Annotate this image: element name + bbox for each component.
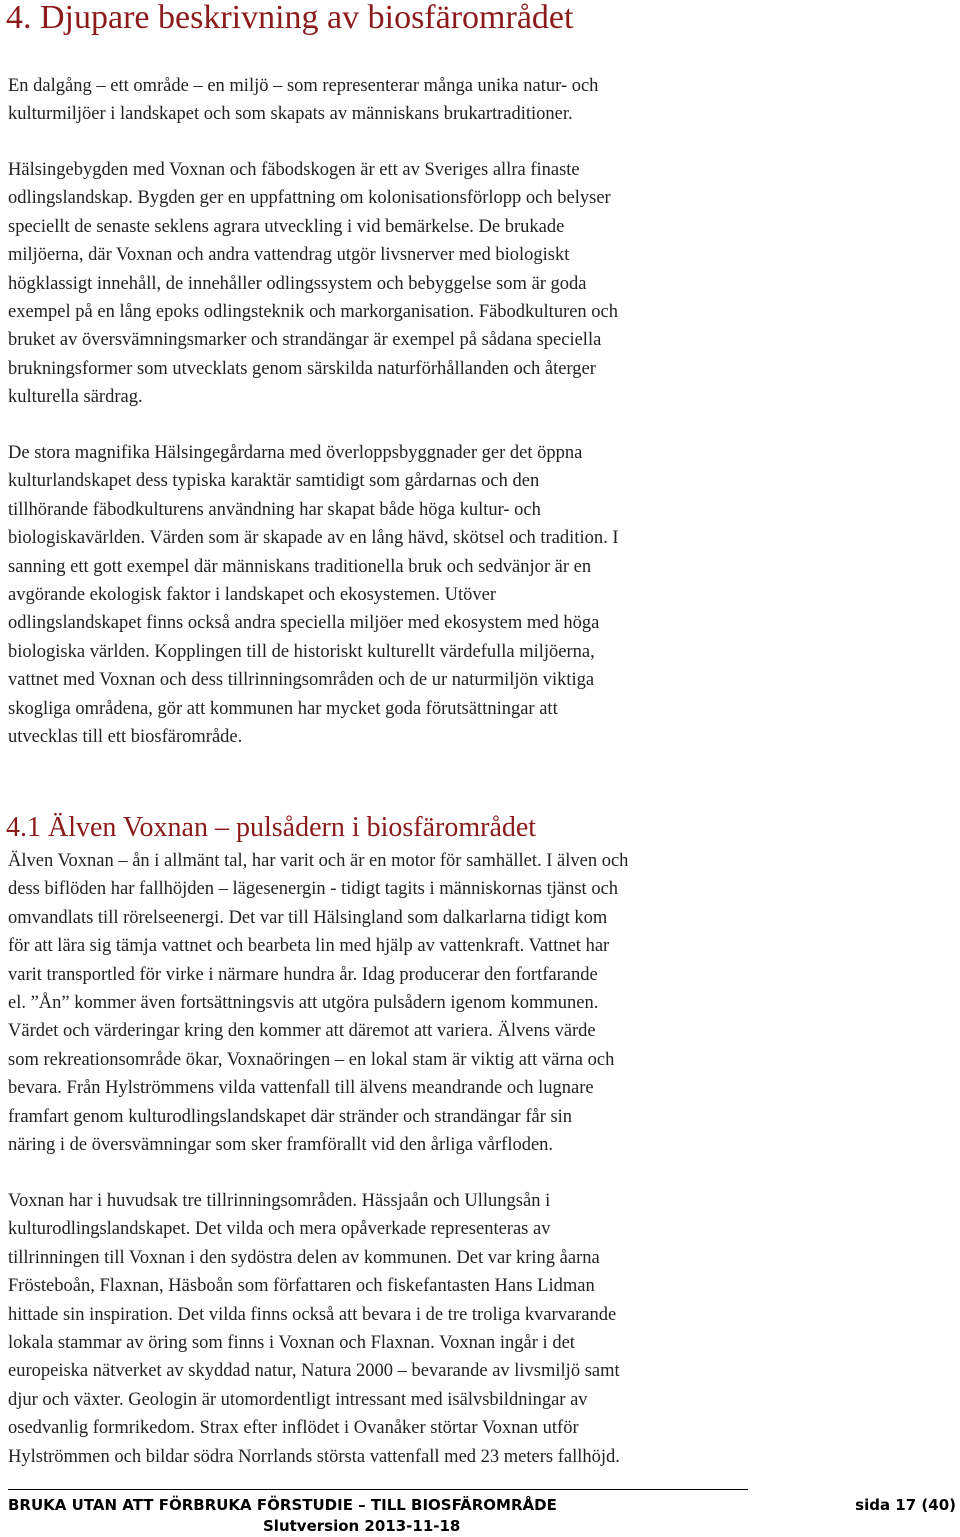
text-line: som rekreationsområde ökar, Voxnaöringen – en lokal stam är viktig att värna och: [8, 1049, 615, 1070]
paragraph-halsingebygden: [8, 156, 808, 412]
text-line: Voxnan har i huvudsak tre tillrinningsområden. Hässjaån och Ullungsån i: [8, 1191, 551, 1211]
text-line: bruket av översvämningsmarker och strandängar är exempel på sådana speciella: [8, 330, 602, 351]
paragraph-halsingegardarna: [8, 439, 808, 751]
text-line: De stora magnifika Hälsingegårdarna med överloppsbyggnader ger det öppna: [8, 443, 583, 463]
text-line: hittade sin inspiration. Det vilda finns också att bevara i de tre troliga kvarvarande: [8, 1304, 617, 1325]
footer-page-number: sida 17 (40): [855, 1496, 956, 1514]
text-line: tillhörande fäbodkulturens användning har skapat både höga kultur- och: [8, 499, 541, 520]
text-line: tillrinningen till Voxnan i den sydöstra delen av kommunen. Det var kring åarna: [8, 1247, 600, 1268]
text-line: avgörande ekologisk faktor i landskapet och ekosystemen. Utöver: [8, 584, 497, 605]
text-line: brukningsformer som utvecklats genom särskilda naturförhållanden och återger: [8, 358, 596, 379]
text-line: högklassigt innehåll, de innehåller odlingssystem och bebyggelse som är goda: [8, 273, 587, 294]
text-line: exempel på en lång epoks odlingsteknik och markorganisation. Fäbodkulturen och: [8, 301, 619, 322]
text-line: bevara. Från Hylströmmens vilda vattenfall till älvens meandrande och lugnare: [8, 1078, 594, 1099]
text-line: Hylströmmen och bildar södra Norrlands största vattenfall med 23 meters fallhöjd.: [8, 1446, 620, 1467]
footer-version: Slutversion 2013-11-18: [263, 1517, 461, 1535]
text-line: Älven Voxnan – ån i allmänt tal, har varit och är en motor för samhället. I älven och: [8, 851, 629, 871]
text-line: el. ”Ån” kommer även fortsättningsvis att utgöra pulsådern igenom kommunen.: [8, 992, 599, 1013]
text-line: osedvanlig formrikedom. Strax efter inflödet i Ovanåker störtar Voxnan utför: [8, 1418, 579, 1439]
text-line: kulturodlingslandskapet. Det vilda och mera opåverkade representeras av: [8, 1219, 551, 1240]
text-line: Värdet och värderingar kring den kommer att däremot att variera. Älvens värde: [8, 1021, 596, 1042]
text-line: En dalgång – ett område – en miljö – som representerar många unika natur- och: [8, 76, 599, 96]
text-line: Frösteboån, Flaxnan, Häsboån som författaren och fiskefantasten Hans Lidman: [8, 1276, 595, 1297]
footer-divider: [8, 1489, 748, 1490]
text-line: vattnet med Voxnan och dess tillrinningsområden och de ur naturmiljön viktiga: [8, 670, 595, 691]
text-line: kulturella särdrag.: [8, 387, 143, 408]
text-line: miljöerna, där Voxnan och andra vattendrag utgör livsnerver med biologiskt: [8, 245, 570, 266]
text-line: odlingslandskapet finns också andra speciella miljöer med ekosystem med höga: [8, 613, 600, 634]
text-line: dess biflöden har fallhöjden – lägesenergin - tidigt tagits i människornas tjänst och: [8, 879, 619, 900]
paragraph-tillrinningsomraden: [8, 1187, 808, 1471]
text-line: lokala stammar av öring som finns i Voxnan och Flaxnan. Voxnan ingår i det: [8, 1332, 575, 1353]
text-line: omvandlats till rörelseenergi. Det var till Hälsingland som dalkarlarna tidigt kom: [8, 907, 608, 928]
text-line: Hälsingebygden med Voxnan och fäbodskogen är ett av Sveriges allra finaste: [8, 160, 580, 180]
section-heading: 4. Djupare beskrivning av biosfärområdet: [6, 0, 574, 36]
paragraph-intro: [8, 72, 808, 129]
subsection-heading: 4.1 Älven Voxnan – pulsådern i biosfärområdet: [6, 812, 537, 843]
text-line: kulturlandskapet dess typiska karaktär samtidigt som gårdarnas och den: [8, 471, 540, 492]
text-line: speciellt de senaste seklens agrara utveckling i vid bemärkelse. De brukade: [8, 216, 565, 237]
text-line: kulturmiljöer i landskapet och som skapats av människans brukartraditioner.: [8, 104, 573, 125]
text-line: europeiska nätverket av skyddad natur, Natura 2000 – bevarande av livsmiljö samt: [8, 1361, 620, 1382]
text-line: biologiskavärlden. Värden som är skapade av en lång hävd, skötsel och tradition. I: [8, 528, 619, 549]
text-line: framfart genom kulturodlingslandskapet där stränder och strandängar får sin: [8, 1106, 573, 1127]
text-line: djur och växter. Geologin är utomordentligt intressant med isälvsbildningar av: [8, 1389, 588, 1410]
text-line: utvecklas till ett biosfärområde.: [8, 726, 243, 747]
text-line: biologiska världen. Kopplingen till de historiskt kulturellt värdefulla miljöerna,: [8, 641, 595, 662]
text-line: varit transportled för virke i närmare hundra år. Idag producerar den fortfarande: [8, 964, 598, 985]
footer-document-title: BRUKA UTAN ATT FÖRBRUKA FÖRSTUDIE – TILL BIOSFÄROMRÅDE: [8, 1496, 557, 1514]
paragraph-alven-voxnan: [8, 847, 808, 1159]
text-line: näring i de översvämningar som sker framförallt vid den årliga vårfloden.: [8, 1134, 554, 1155]
text-line: odlingslandskap. Bygden ger en uppfattning om kolonisationsförlopp och belyser: [8, 188, 611, 209]
text-line: skogliga områdena, gör att kommunen har mycket goda förutsättningar att: [8, 698, 558, 719]
text-line: för att lära sig tämja vattnet och bearbeta lin med hjälp av vattenkraft. Vattnet har: [8, 936, 610, 957]
text-line: sanning ett gott exempel där människans traditionella bruk och sedvänjor är en: [8, 556, 592, 577]
